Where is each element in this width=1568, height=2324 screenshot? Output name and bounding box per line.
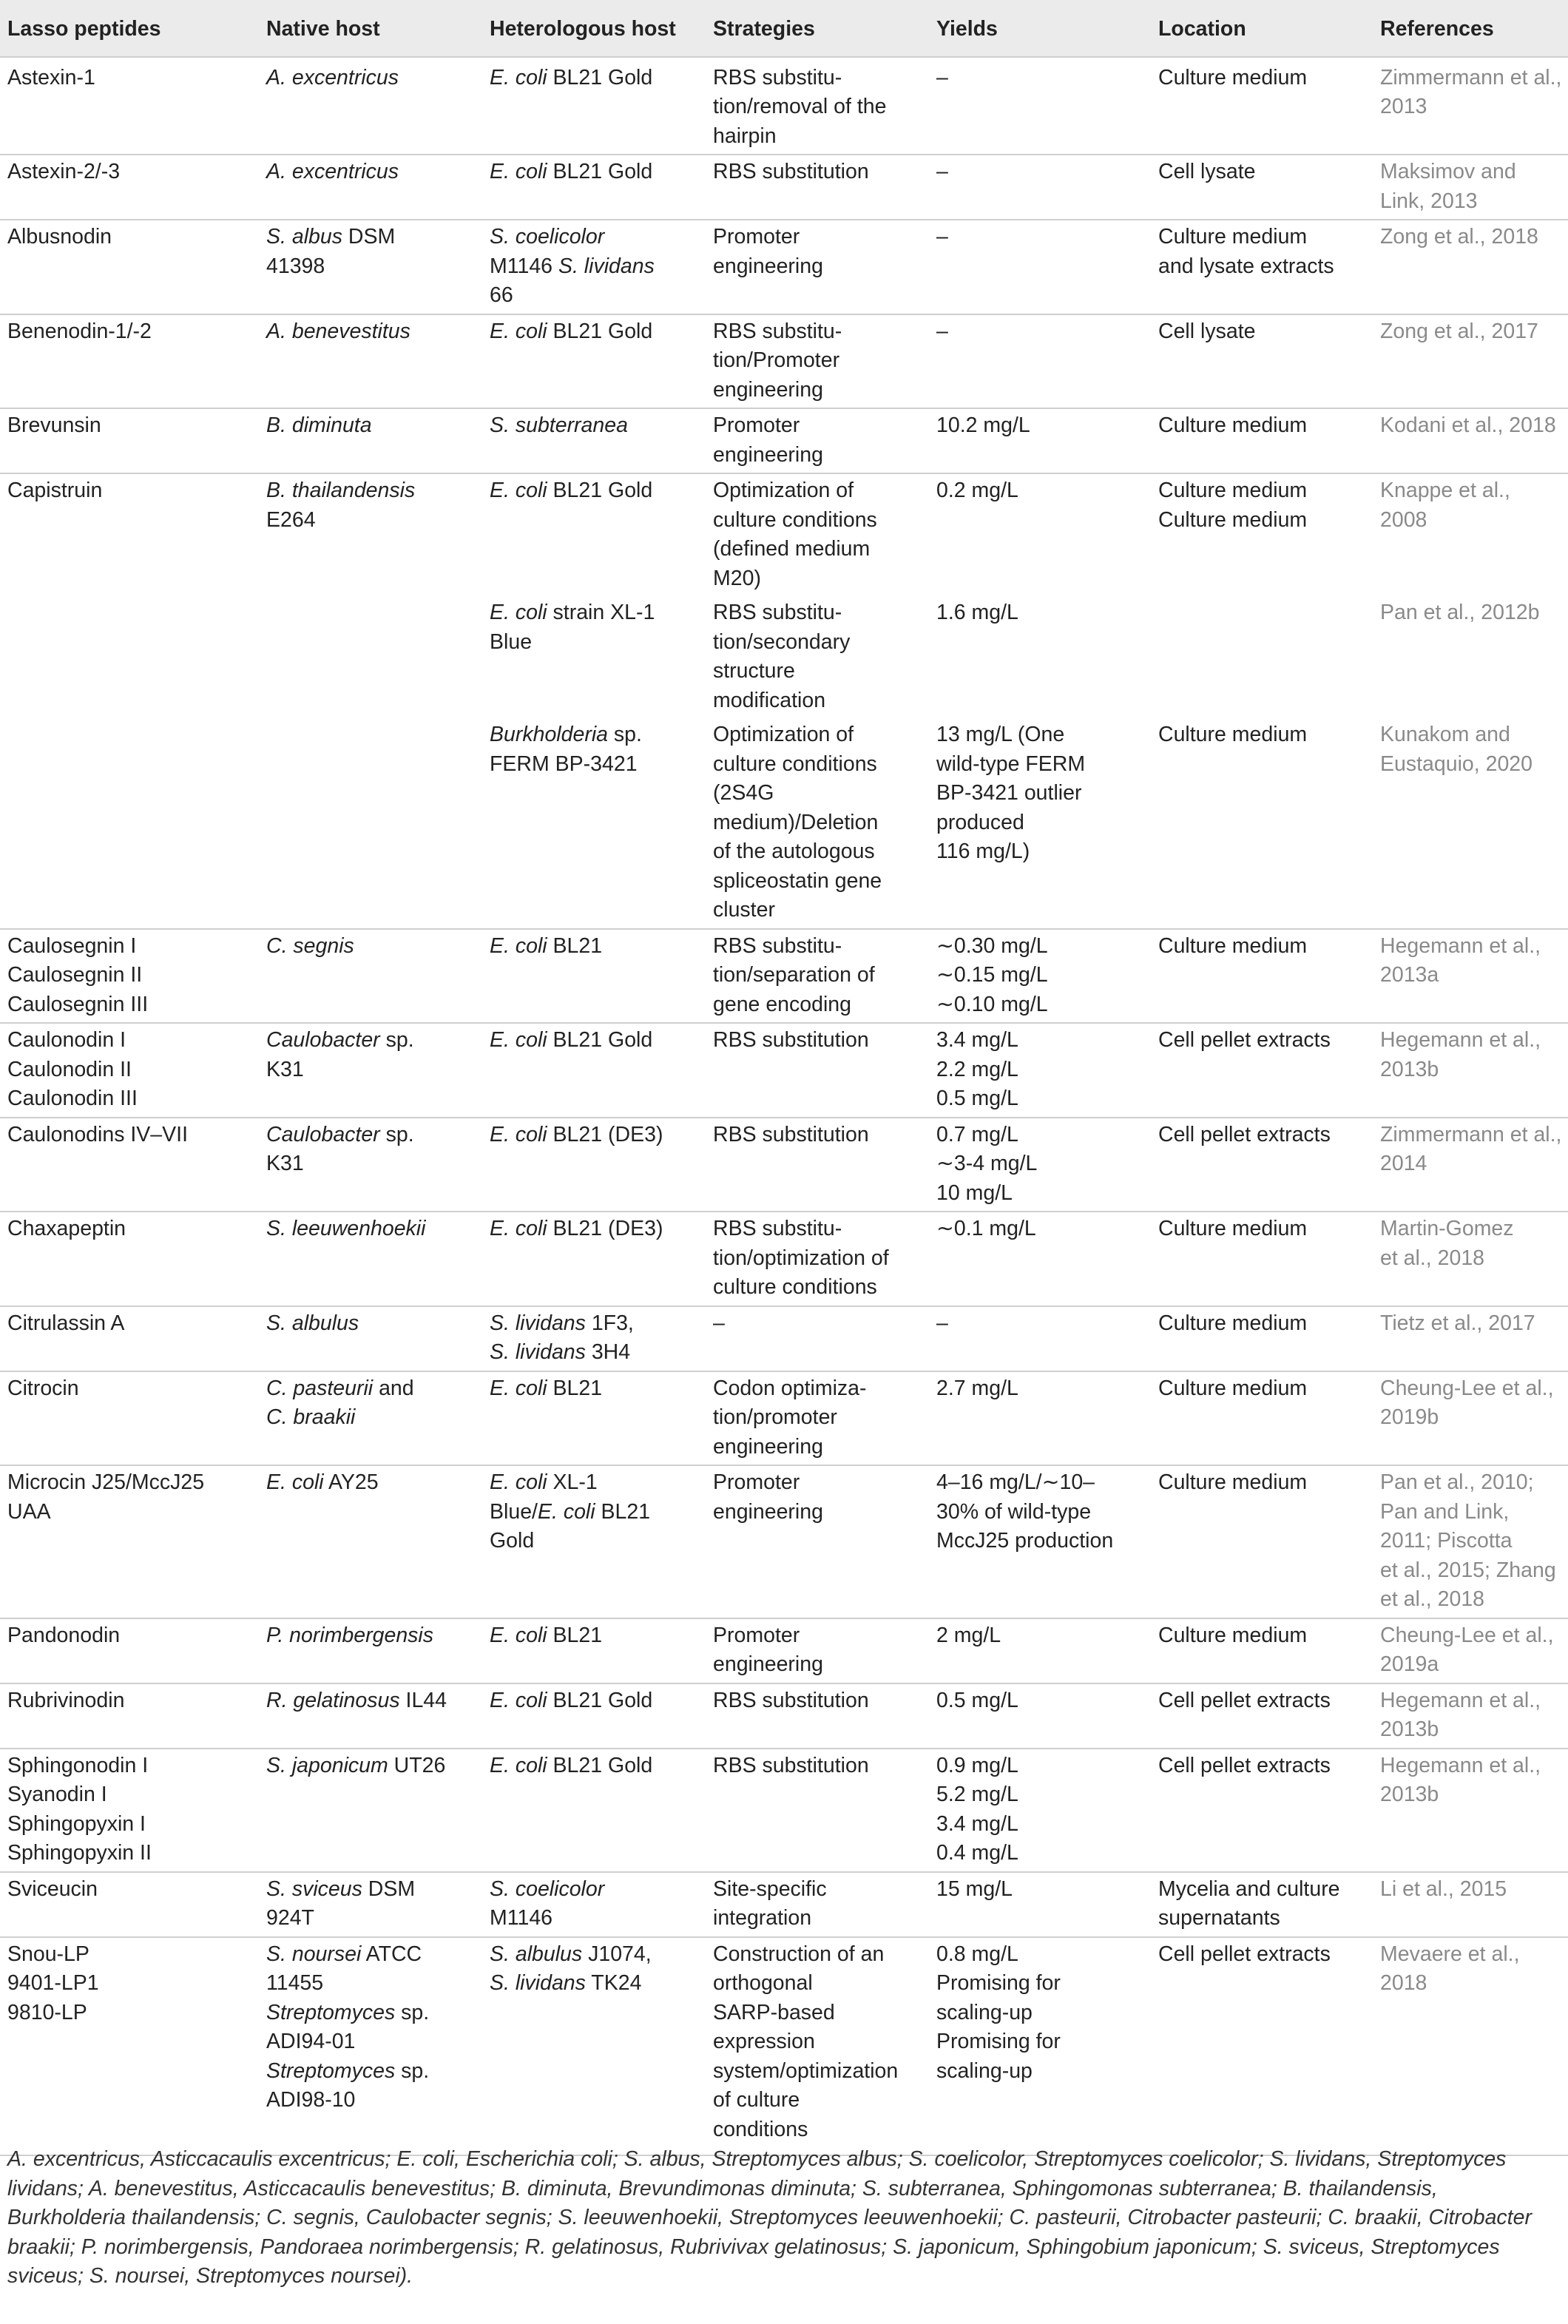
- cell-native-host: [259, 1118, 482, 1212]
- cell-heterologous-host-segment: BL21 Gold: [490, 1499, 651, 1553]
- cell-native-host: [259, 1749, 482, 1872]
- cell-heterologous-host-segment: E. coli: [490, 160, 547, 183]
- cell-yield: 2.7 mg/L: [929, 1371, 1151, 1466]
- cell-heterologous-host-segment: M1146: [490, 254, 553, 278]
- cell-heterologous-host-segment: S. lividans: [490, 1971, 586, 1995]
- cell-location: Culture medium and lysate extracts: [1151, 220, 1373, 314]
- cell-reference: Maksimov and Link, 2013: [1373, 155, 1568, 220]
- cell-heterologous-host-segment: S. lividans: [490, 1311, 586, 1335]
- cell-heterologous-host-segment: E. coli: [490, 1028, 547, 1052]
- cell-native-host-segment: C. pasteurii: [266, 1376, 374, 1400]
- cell-native-host-segment: B. diminuta: [266, 413, 372, 437]
- cell-heterologous-host-segment: E. coli: [490, 933, 547, 958]
- table-row: [0, 220, 1568, 314]
- cell-lasso-peptide: Pandonodin: [0, 1618, 259, 1683]
- cell-heterologous-host-segment: BL21 Gold: [547, 479, 653, 502]
- cell-yield: 0.9 mg/L 5.2 mg/L 3.4 mg/L 0.4 mg/L: [929, 1749, 1151, 1872]
- cell-native-host-segment: AY25: [323, 1470, 379, 1494]
- cell-yield: 1.6 mg/L: [936, 601, 1018, 624]
- cell-lasso-peptide: Caulonodins IV–VII: [0, 1118, 259, 1212]
- cell-yield: 0.2 mg/L: [929, 473, 1151, 596]
- cell-heterologous-host: [482, 1937, 706, 2156]
- cell-strategy: Optimization of culture conditions (2S4G medium)/Deletion of the autologous spliceostatin gene cluster: [713, 723, 882, 922]
- cell-reference: Li et al., 2015: [1373, 1872, 1568, 1937]
- cell-lasso-peptide: Caulonodin I Caulonodin II Caulonodin III: [0, 1023, 259, 1118]
- cell-heterologous-host-segment: BL21 Gold: [547, 1028, 653, 1052]
- cell-heterologous-host-segment: Burkholderia: [490, 723, 609, 746]
- cell-strategy: –: [706, 1306, 929, 1371]
- cell-heterologous-host-segment: E. coli: [490, 601, 547, 624]
- cell-location: Cell pellet extracts: [1151, 1023, 1373, 1118]
- cell-reference: Hegemann et al., 2013b: [1373, 1683, 1568, 1749]
- cell-native-host-segment: S. albulus: [266, 1311, 359, 1335]
- header-references: References: [1373, 0, 1568, 57]
- cell-strategy: RBS substitution: [706, 1118, 929, 1212]
- cell-native-host: [259, 1683, 482, 1749]
- cell-strategy: Site-specific integration: [706, 1872, 929, 1937]
- header-yields: Yields: [929, 0, 1151, 57]
- cell-native-host-segment: A. excentricus: [266, 65, 399, 89]
- cell-strategy: RBS substitution: [706, 1683, 929, 1749]
- header-lasso-peptides: Lasso peptides: [0, 0, 259, 57]
- cell-heterologous-host-segment: sp. FERM BP-3421: [490, 723, 642, 776]
- cell-heterologous-host: [482, 1872, 706, 1937]
- cell-lasso-peptide: Capistruin: [0, 473, 259, 596]
- cell-lasso-peptide: [0, 718, 259, 929]
- cell-native-host-segment: S. japonicum: [266, 1753, 388, 1777]
- cell-location: Cell lysate: [1151, 155, 1373, 220]
- cell-reference: Tietz et al., 2017: [1373, 1306, 1568, 1371]
- cell-heterologous-host-segment: BL21 (DE3): [547, 1122, 663, 1146]
- table-row: [0, 473, 1568, 596]
- cell-heterologous-host: [482, 1212, 706, 1306]
- cell-native-host: [259, 596, 482, 718]
- cell-heterologous-host-segment: E. coli: [490, 1623, 547, 1647]
- cell-yield: 0.7 mg/L ∼3-4 mg/L 10 mg/L: [929, 1118, 1151, 1212]
- cell-location: Culture medium: [1151, 408, 1373, 473]
- cell-native-host-segment: A. excentricus: [266, 160, 399, 183]
- table-row: [0, 1872, 1568, 1937]
- cell-location: Cell pellet extracts: [1151, 1683, 1373, 1749]
- cell-heterologous-host-segment: S. coelicolor: [490, 225, 605, 249]
- cell-heterologous-host-segment: E. coli: [537, 1499, 595, 1524]
- cell-native-host: [259, 1937, 482, 2156]
- cell-native-host-segment: Streptomyces: [266, 2058, 396, 2083]
- cell-lasso-peptide: Sviceucin: [0, 1872, 259, 1937]
- cell-strategy: Promoter engineering: [706, 1465, 929, 1618]
- cell-heterologous-host-segment: BL21 Gold: [547, 1753, 653, 1777]
- cell-heterologous-host: [482, 1023, 706, 1118]
- table-row: [0, 1118, 1568, 1212]
- cell-heterologous-host-segment: 66: [490, 283, 513, 307]
- cell-location: Cell pellet extracts: [1151, 1937, 1373, 2156]
- cell-lasso-peptide: Citrulassin A: [0, 1306, 259, 1371]
- cell-native-host-segment: and: [379, 1376, 414, 1400]
- cell-heterologous-host: [482, 408, 706, 473]
- cell-heterologous-host: [482, 1618, 706, 1683]
- cell-native-host-segment: Streptomyces: [266, 2000, 396, 2024]
- cell-lasso-peptide: Chaxapeptin: [0, 1212, 259, 1306]
- cell-native-host-segment: UT26: [388, 1753, 446, 1777]
- cell-heterologous-host-segment: S. lividans: [490, 1340, 586, 1364]
- cell-strategy: RBS substitu- tion/separation of gene encoding: [706, 929, 929, 1024]
- cell-strategy: Construction of an orthogonal SARP-based expression system/optimization of culture conditions: [706, 1937, 929, 2156]
- cell-heterologous-host-segment: TK24: [585, 1971, 642, 1995]
- cell-yield: 13 mg/L (One wild-type FERM BP-3421 outlier produced 116 mg/L): [936, 723, 1086, 863]
- cell-strategy: RBS substitu- tion/Promoter engineering: [706, 314, 929, 409]
- cell-yield: –: [929, 155, 1151, 220]
- table-row: [0, 57, 1568, 155]
- cell-native-host-segment: A. benevestitus: [266, 319, 410, 343]
- cell-native-host-segment: IL44: [399, 1688, 447, 1712]
- cell-heterologous-host-segment: E. coli: [490, 319, 547, 343]
- table-row: [0, 408, 1568, 473]
- cell-location: Culture medium: [1151, 929, 1373, 1024]
- cell-location: Cell pellet extracts: [1151, 1118, 1373, 1212]
- cell-heterologous-host-segment: J1074,: [588, 1942, 652, 1966]
- table-row: [0, 1683, 1568, 1749]
- cell-strategy: Optimization of culture conditions (defined medium M20): [706, 473, 929, 596]
- cell-native-host: [259, 1371, 482, 1466]
- table-row: [0, 1371, 1568, 1466]
- cell-heterologous-host-segment: E. coli: [490, 1376, 547, 1400]
- cell-heterologous-host-segment: BL21 (DE3): [547, 1217, 663, 1240]
- cell-lasso-peptide: Microcin J25/MccJ25 UAA: [0, 1465, 259, 1618]
- cell-native-host-segment: S. albus: [266, 225, 342, 249]
- table-row: [0, 1937, 1568, 2156]
- cell-strategy: Promoter engineering: [706, 220, 929, 314]
- cell-heterologous-host-segment: S. subterranea: [490, 413, 628, 437]
- cell-heterologous-host-segment: S. lividans: [558, 254, 655, 278]
- cell-native-host-segment: Caulobacter: [266, 1028, 380, 1052]
- cell-heterologous-host: [482, 596, 706, 718]
- cell-heterologous-host-segment: E. coli: [490, 65, 547, 89]
- cell-location: Cell lysate: [1151, 314, 1373, 409]
- cell-strategy: Promoter engineering: [706, 408, 929, 473]
- cell-heterologous-host-segment: 1F3,: [591, 1311, 634, 1335]
- cell-native-host-segment: E. coli: [266, 1470, 324, 1494]
- cell-native-host: [259, 1872, 482, 1937]
- cell-strategy: RBS substitu- tion/optimization of culture conditions: [706, 1212, 929, 1306]
- cell-reference: Zong et al., 2018: [1373, 220, 1568, 314]
- cell-heterologous-host-segment: E. coli: [490, 1217, 547, 1240]
- cell-native-host-segment: S. leeuwenhoekii: [266, 1217, 426, 1240]
- cell-strategy: RBS substitution: [706, 1023, 929, 1118]
- table-header-row: [0, 0, 1568, 57]
- cell-heterologous-host-segment: E. coli: [490, 1122, 547, 1146]
- table-footnote: A. excentricus, Asticcacaulis excentricus; E. coli, Escherichia coli; S. albus, Streptomyces albus; S. coelicolor, Streptomyces coelicolor; S. lividans, Streptomyces lividans; A. benevestitus, Asticcacaulis benevestitus; B. diminuta, Brevundimonas diminuta; S. subterranea, Sphingomonas subterranea; B. thailandensis, Burkholderia thailandensis; C. segnis, Caulobacter segnis; S. leeuwenhoekii, Streptomyces leeuwenhoekii; C. pasteurii, Citrobacter pasteurii; C. braakii, Citrobacter braakii; P. norimbergensis, Pandoraea norimbergensis; R. gelatinosus, Rubrivivax gelatinosus; S. japonicum, Sphingobium japonicum; S. sviceus, Streptomyces sviceus; S. noursei, Streptomyces noursei).: [7, 2147, 1532, 2288]
- cell-reference: Hegemann et al., 2013a: [1373, 929, 1568, 1024]
- cell-native-host: [259, 408, 482, 473]
- cell-location: Cell pellet extracts: [1151, 1749, 1373, 1872]
- table-row: [0, 1212, 1568, 1306]
- cell-reference: Hegemann et al., 2013b: [1373, 1749, 1568, 1872]
- cell-reference: Zong et al., 2017: [1373, 314, 1568, 409]
- cell-yield: 2 mg/L: [929, 1618, 1151, 1683]
- cell-lasso-peptide: Rubrivinodin: [0, 1683, 259, 1749]
- cell-location: Culture medium: [1151, 1618, 1373, 1683]
- cell-native-host: [259, 1618, 482, 1683]
- cell-strategy: Codon optimiza- tion/promoter engineering: [706, 1371, 929, 1466]
- cell-native-host-segment: Caulobacter: [266, 1122, 380, 1146]
- cell-reference: Cheung-Lee et al., 2019a: [1373, 1618, 1568, 1683]
- cell-native-host-segment: DSM 41398: [266, 225, 396, 278]
- cell-lasso-peptide: Astexin-2/-3: [0, 155, 259, 220]
- cell-yield: –: [929, 220, 1151, 314]
- cell-heterologous-host-segment: BL21: [547, 1623, 603, 1647]
- table-row: [0, 929, 1568, 1024]
- cell-reference: Martin-Gomez et al., 2018: [1373, 1212, 1568, 1306]
- table-row: [0, 718, 1568, 929]
- cell-lasso-peptide: Albusnodin: [0, 220, 259, 314]
- table-row: [0, 1749, 1568, 1872]
- cell-native-host: [259, 1465, 482, 1618]
- cell-native-host-segment: sp. ADI94-01: [266, 2000, 430, 2053]
- cell-strategy: RBS substitu- tion/secondary structure modification: [713, 601, 851, 712]
- cell-heterologous-host-segment: E. coli: [490, 1470, 547, 1494]
- cell-native-host: [259, 155, 482, 220]
- cell-heterologous-host-segment: M1146: [490, 1906, 553, 1930]
- cell-yield: –: [929, 314, 1151, 409]
- cell-native-host-segment: B. thailandensis: [266, 479, 416, 502]
- cell-yield: 10.2 mg/L: [929, 408, 1151, 473]
- cell-heterologous-host: [482, 314, 706, 409]
- cell-native-host-segment: S. sviceus: [266, 1877, 362, 1901]
- cell-strategy: RBS substitution: [706, 155, 929, 220]
- cell-heterologous-host-segment: BL21 Gold: [547, 319, 653, 343]
- cell-native-host: [259, 220, 482, 314]
- header-location: Location: [1151, 0, 1373, 57]
- cell-heterologous-host: [482, 929, 706, 1024]
- cell-native-host-segment: sp. K31: [266, 1028, 414, 1081]
- cell-heterologous-host-segment: S. albulus: [490, 1942, 583, 1966]
- cell-heterologous-host: [482, 1306, 706, 1371]
- cell-heterologous-host-segment: 3H4: [585, 1340, 631, 1364]
- cell-heterologous-host-segment: E. coli: [490, 1753, 547, 1777]
- cell-location: Culture medium: [1158, 65, 1308, 89]
- table-row: [0, 314, 1568, 409]
- cell-yield: –: [929, 1306, 1151, 1371]
- cell-native-host: [259, 1306, 482, 1371]
- cell-lasso-peptide: Brevunsin: [0, 408, 259, 473]
- cell-yield: 4–16 mg/L/∼10– 30% of wild-type MccJ25 production: [929, 1465, 1151, 1618]
- cell-location: Culture medium: [1151, 1212, 1373, 1306]
- cell-heterologous-host-segment: strain XL-1 Blue: [490, 601, 655, 654]
- cell-location: Culture medium: [1158, 723, 1308, 746]
- cell-native-host-segment: DSM 924T: [266, 1877, 416, 1930]
- cell-native-host-segment: P. norimbergensis: [266, 1623, 434, 1647]
- cell-native-host: [259, 57, 482, 155]
- cell-heterologous-host: [482, 57, 706, 155]
- cell-heterologous-host-segment: E. coli: [490, 479, 547, 502]
- cell-location: Culture medium Culture medium: [1151, 473, 1373, 596]
- cell-heterologous-host-segment: XL-1 Blue/: [490, 1470, 598, 1524]
- cell-location: Culture medium: [1151, 1371, 1373, 1466]
- cell-reference: Knappe et al., 2008: [1373, 473, 1568, 596]
- cell-native-host: [259, 314, 482, 409]
- cell-heterologous-host-segment: E. coli: [490, 1688, 547, 1712]
- cell-reference: Pan et al., 2010; Pan and Link, 2011; Piscotta et al., 2015; Zhang et al., 2018: [1373, 1465, 1568, 1618]
- cell-reference: Zimmermann et al., 2014: [1373, 1118, 1568, 1212]
- cell-native-host-segment: C. braakii: [266, 1405, 356, 1429]
- cell-native-host-segment: R. gelatinosus: [266, 1688, 400, 1712]
- cell-yield: –: [936, 65, 948, 89]
- cell-strategy: RBS substitu- tion/removal of the hairpin: [713, 65, 887, 148]
- table-row: [0, 155, 1568, 220]
- cell-reference: Cheung-Lee et al., 2019b: [1373, 1371, 1568, 1466]
- cell-native-host-segment: C. segnis: [266, 933, 354, 958]
- cell-heterologous-host: [482, 473, 706, 596]
- cell-heterologous-host-segment: S. coelicolor: [490, 1877, 605, 1901]
- cell-yield: 0.8 mg/L Promising for scaling-up Promising for scaling-up: [929, 1937, 1151, 2156]
- cell-native-host: [259, 473, 482, 596]
- cell-native-host-segment: sp. K31: [266, 1122, 414, 1175]
- cell-strategy: RBS substitution: [706, 1749, 929, 1872]
- cell-location: Culture medium: [1151, 1465, 1373, 1618]
- cell-native-host-segment: S. noursei: [266, 1942, 362, 1966]
- cell-native-host: [259, 929, 482, 1024]
- cell-native-host-segment: E264: [266, 507, 316, 532]
- cell-yield: ∼0.1 mg/L: [929, 1212, 1151, 1306]
- cell-heterologous-host: [482, 155, 706, 220]
- cell-lasso-peptide: Astexin-1: [7, 65, 95, 89]
- cell-reference: Kodani et al., 2018: [1373, 408, 1568, 473]
- cell-heterologous-host-segment: BL21 Gold: [547, 1688, 653, 1712]
- cell-reference: Mevaere et al., 2018: [1373, 1937, 1568, 2156]
- table-row: [0, 1465, 1568, 1618]
- cell-location: Mycelia and culture supernatants: [1151, 1872, 1373, 1937]
- cell-heterologous-host: [482, 1465, 706, 1618]
- cell-yield: ∼0.30 mg/L ∼0.15 mg/L ∼0.10 mg/L: [929, 929, 1151, 1024]
- cell-reference: Hegemann et al., 2013b: [1373, 1023, 1568, 1118]
- cell-reference: Kunakom and Eustaquio, 2020: [1380, 723, 1532, 776]
- cell-reference: Zimmermann et al., 2013: [1380, 65, 1562, 118]
- cell-lasso-peptide: Snou-LP 9401-LP1 9810-LP: [0, 1937, 259, 2156]
- cell-strategy: Promoter engineering: [706, 1618, 929, 1683]
- cell-yield: 3.4 mg/L 2.2 mg/L 0.5 mg/L: [929, 1023, 1151, 1118]
- cell-heterologous-host: [482, 220, 706, 314]
- cell-native-host-segment: sp. ADI98-10: [266, 2058, 430, 2112]
- cell-native-host: [259, 1023, 482, 1118]
- cell-heterologous-host-segment: BL21: [547, 933, 603, 958]
- cell-heterologous-host: [482, 1683, 706, 1749]
- cell-heterologous-host: [482, 1371, 706, 1466]
- cell-lasso-peptide: Benenodin-1/-2: [0, 314, 259, 409]
- cell-yield: 15 mg/L: [929, 1872, 1151, 1937]
- cell-heterologous-host: [482, 1749, 706, 1872]
- table-body: [0, 57, 1568, 2156]
- table-row: [0, 1306, 1568, 1371]
- header-native-host: Native host: [259, 0, 482, 57]
- cell-native-host: [259, 1212, 482, 1306]
- table-row: [0, 1023, 1568, 1118]
- header-strategies: Strategies: [706, 0, 929, 57]
- header-heterologous-host: Heterologous host: [482, 0, 706, 57]
- cell-lasso-peptide: [0, 596, 259, 718]
- table-row: [0, 596, 1568, 718]
- cell-native-host: [259, 718, 482, 929]
- table-row: [0, 1618, 1568, 1683]
- cell-yield: 0.5 mg/L: [929, 1683, 1151, 1749]
- cell-lasso-peptide: Sphingonodin I Syanodin I Sphingopyxin I Sphingopyxin II: [0, 1749, 259, 1872]
- cell-reference: Pan et al., 2012b: [1380, 601, 1540, 624]
- cell-heterologous-host-segment: BL21 Gold: [547, 160, 653, 183]
- cell-location: [1151, 596, 1373, 718]
- cell-native-host-segment: ATCC 11455: [266, 1942, 422, 1995]
- cell-heterologous-host-segment: BL21: [547, 1376, 603, 1400]
- cell-lasso-peptide: Citrocin: [0, 1371, 259, 1466]
- cell-location: Culture medium: [1151, 1306, 1373, 1371]
- cell-heterologous-host: [482, 1118, 706, 1212]
- cell-heterologous-host: [482, 718, 706, 929]
- cell-lasso-peptide: Caulosegnin I Caulosegnin II Caulosegnin III: [0, 929, 259, 1024]
- cell-heterologous-host-segment: BL21 Gold: [547, 65, 653, 89]
